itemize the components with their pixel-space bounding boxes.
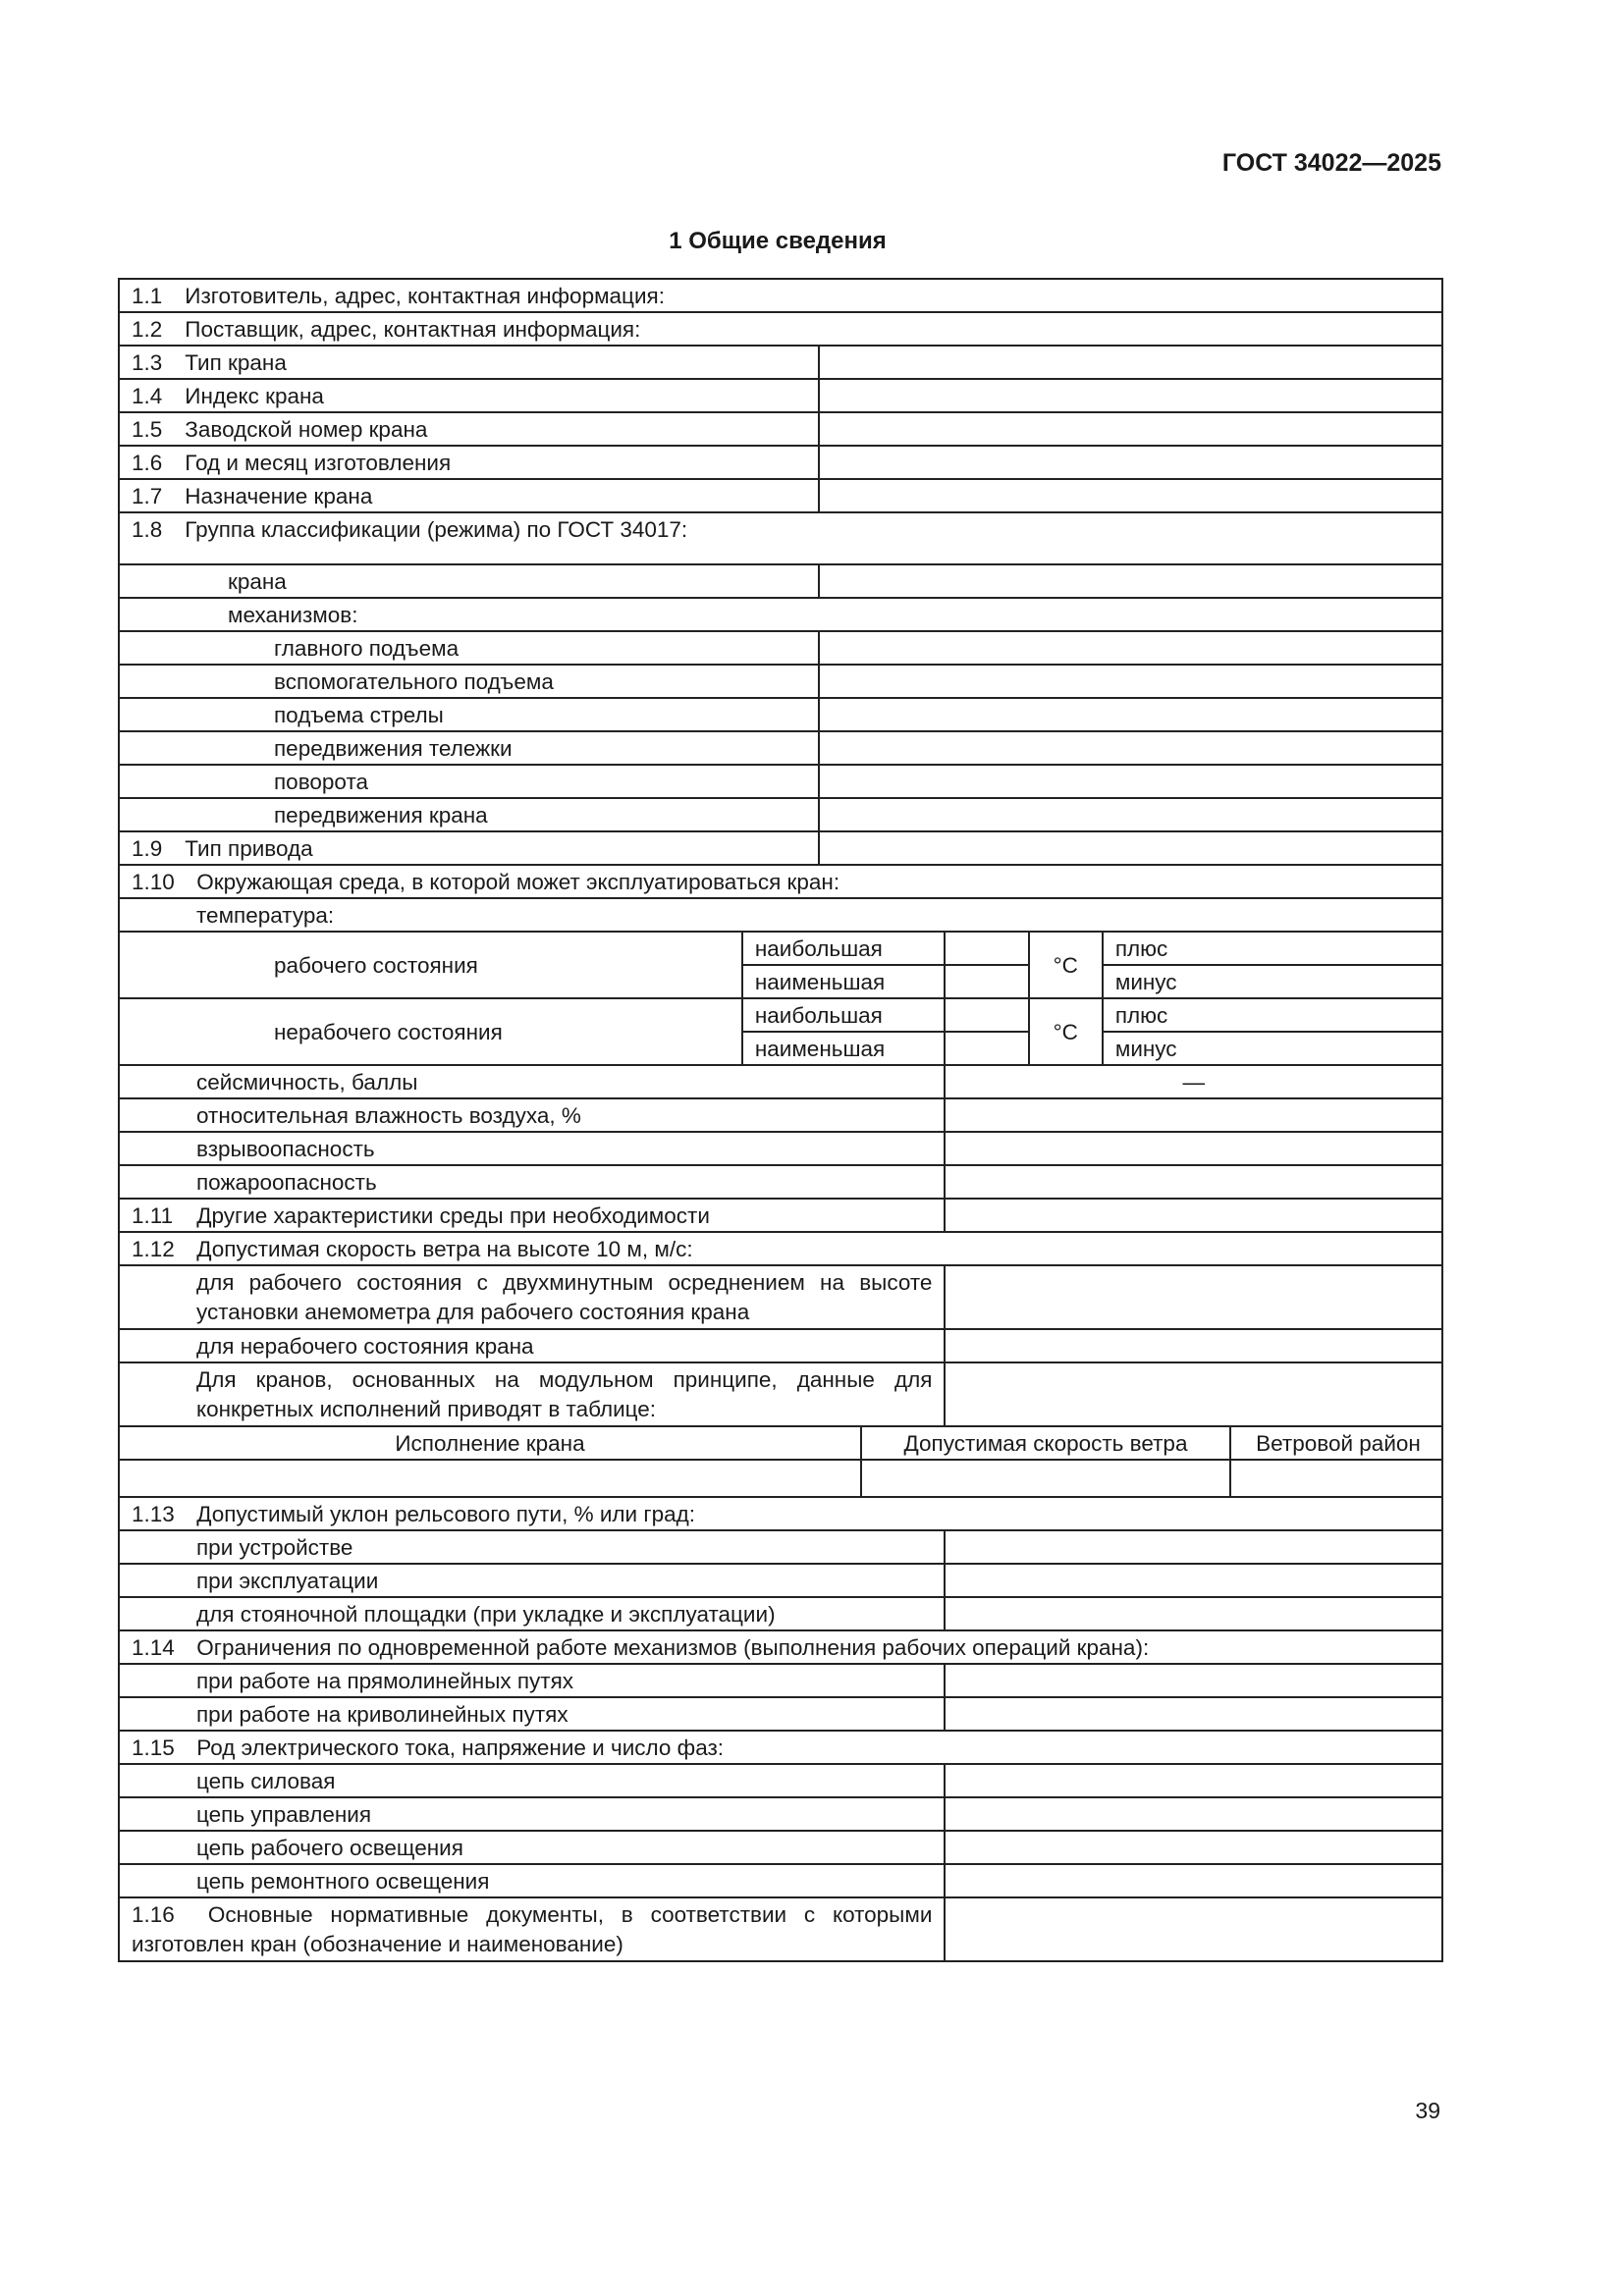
row-wind-working [119, 1265, 1442, 1329]
row-1-12 [119, 1232, 1442, 1265]
row-label: Год и месяц изготовления [185, 451, 452, 475]
row-label: Назначение крана [185, 484, 373, 508]
row-slewing [119, 765, 1442, 798]
row-label: Тип привода [185, 836, 313, 861]
row-label: передвижения тележки [119, 731, 819, 765]
value-cell[interactable] [819, 731, 1442, 765]
row-1-5 [119, 412, 1442, 446]
row-label: Другие характеристики среды при необходимости [196, 1203, 710, 1228]
row-label: взрывоопасность [119, 1132, 945, 1165]
row-work-light-circuit [119, 1831, 1442, 1864]
row-number: 1.4 [132, 384, 163, 408]
row-repair-light-circuit [119, 1864, 1442, 1897]
row-1-7 [119, 479, 1442, 512]
row-curved-tracks [119, 1697, 1442, 1731]
row-label: для рабочего состояния с двухминутным осреднением на высоте установки анемометра для рабочего состояния крана [119, 1265, 945, 1329]
row-number: 1.2 [132, 317, 163, 342]
row-label: цепь силовая [119, 1764, 945, 1797]
value-cell[interactable] [819, 831, 1442, 865]
row-slope-install [119, 1530, 1442, 1564]
row-number: 1.8 [132, 517, 163, 542]
sign-label: плюс [1103, 932, 1442, 965]
value-cell[interactable] [1230, 1460, 1442, 1496]
row-number: 1.5 [132, 417, 163, 442]
subtable-header-cell: Исполнение крана [120, 1427, 861, 1460]
row-working-max [119, 932, 1442, 965]
value-cell[interactable] [945, 1329, 1442, 1362]
value-cell[interactable] [819, 564, 1442, 598]
row-number: 1.10 [132, 870, 175, 894]
general-info-table [118, 278, 1443, 1962]
row-power-circuit [119, 1764, 1442, 1797]
row-label: поворота [119, 765, 819, 798]
row-temperature [119, 898, 1442, 932]
row-1-11 [119, 1199, 1442, 1232]
temp-kind: наибольшая [742, 998, 946, 1032]
temp-kind: наименьшая [742, 1032, 946, 1065]
row-label: относительная влажность воздуха, % [119, 1098, 945, 1132]
row-label: Заводской номер крана [185, 417, 428, 442]
row-label: цепь рабочего освещения [119, 1831, 945, 1864]
row-label: вспомогательного подъема [119, 665, 819, 698]
value-cell[interactable] [945, 1897, 1442, 1961]
value-cell[interactable] [945, 998, 1028, 1032]
row-number: 1.16 [132, 1902, 175, 1927]
value-cell[interactable] [945, 965, 1028, 998]
row-label: Группа классификации (режима) по ГОСТ 34017: [185, 517, 688, 542]
row-boom-hoist [119, 698, 1442, 731]
row-1-13 [119, 1497, 1442, 1530]
value-cell[interactable]: — [945, 1065, 1442, 1098]
row-1-8 [119, 512, 1442, 564]
section-title: 1 Общие сведения [669, 228, 887, 254]
document-code: ГОСТ 34022—2025 [1221, 149, 1441, 177]
row-1-16 [119, 1897, 1442, 1961]
value-cell[interactable] [819, 798, 1442, 831]
row-label: Основные нормативные документы, в соответствии с которыми изготовлен кран (обозначение и наименование) [132, 1902, 933, 1956]
value-cell[interactable] [945, 1032, 1028, 1065]
row-mechanisms [119, 598, 1442, 631]
row-number: 1.13 [132, 1502, 175, 1526]
value-cell[interactable] [819, 765, 1442, 798]
subtable-header-cell: Допустимая скорость ветра [861, 1427, 1230, 1460]
row-main-hoist [119, 631, 1442, 665]
value-cell[interactable] [945, 1764, 1442, 1797]
row-label: Окружающая среда, в которой может эксплуатироваться кран: [196, 870, 840, 894]
row-label: главного подъема [119, 631, 819, 665]
row-1-4 [119, 379, 1442, 412]
row-number: 1.14 [132, 1635, 175, 1660]
row-label: Для кранов, основанных на модульном принципе, данные для конкретных исполнений приводят в таблице: [119, 1362, 945, 1426]
row-1-9 [119, 831, 1442, 865]
row-label: цепь управления [119, 1797, 945, 1831]
row-label: для нерабочего состояния крана [119, 1329, 945, 1362]
value-cell[interactable] [120, 1460, 861, 1496]
row-1-6 [119, 446, 1442, 479]
sign-label: минус [1103, 965, 1442, 998]
row-straight-tracks [119, 1664, 1442, 1697]
temp-kind: наибольшая [742, 932, 946, 965]
subtable-header-cell: Ветровой район [1230, 1427, 1442, 1460]
row-label: Индекс крана [185, 384, 324, 408]
value-cell[interactable] [819, 665, 1442, 698]
row-number: 1.3 [132, 350, 163, 375]
value-cell[interactable] [945, 1697, 1442, 1731]
row-aux-hoist [119, 665, 1442, 698]
value-cell[interactable] [945, 1132, 1442, 1165]
modular-wind-subtable [120, 1427, 1442, 1496]
row-slope-operation [119, 1564, 1442, 1597]
row-trolley-travel [119, 731, 1442, 765]
row-label: пожароопасность [119, 1165, 945, 1199]
row-nonworking-max [119, 998, 1442, 1032]
value-cell[interactable] [945, 1165, 1442, 1199]
row-explosion [119, 1132, 1442, 1165]
row-wind-modular [119, 1362, 1442, 1426]
value-cell[interactable] [819, 446, 1442, 479]
row-number: 1.7 [132, 484, 163, 508]
row-label: Ограничения по одновременной работе механизмов (выполнения рабочих операций крана): [196, 1635, 1150, 1660]
value-cell[interactable] [945, 1530, 1442, 1564]
value-cell[interactable] [861, 1460, 1230, 1496]
row-number: 1.1 [132, 284, 163, 308]
unit-label: °С [1029, 932, 1103, 998]
value-cell[interactable] [945, 1199, 1442, 1232]
value-cell[interactable] [945, 1797, 1442, 1831]
row-label: сейсмичность, баллы [119, 1065, 945, 1098]
row-label: при работе на криволинейных путях [119, 1697, 945, 1731]
sign-label: плюс [1103, 998, 1442, 1032]
row-number: 1.9 [132, 836, 163, 861]
row-number: 1.6 [132, 451, 163, 475]
value-cell[interactable] [945, 1664, 1442, 1697]
page-number: 39 [1415, 2098, 1440, 2123]
row-number: 1.15 [132, 1735, 175, 1760]
row-seismic [119, 1065, 1442, 1098]
row-humidity [119, 1098, 1442, 1132]
row-label: цепь ремонтного освещения [119, 1864, 945, 1897]
value-cell[interactable] [945, 1831, 1442, 1864]
row-label: рабочего состояния [119, 932, 742, 998]
row-crane-class [119, 564, 1442, 598]
row-control-circuit [119, 1797, 1442, 1831]
row-label: Изготовитель, адрес, контактная информация: [185, 284, 665, 308]
value-cell[interactable] [945, 932, 1028, 965]
value-cell[interactable] [945, 1362, 1442, 1426]
row-1-2 [119, 312, 1442, 346]
row-label: при работе на прямолинейных путях [119, 1664, 945, 1697]
temp-kind: наименьшая [742, 965, 946, 998]
row-number: 1.12 [132, 1237, 175, 1261]
row-1-14 [119, 1630, 1442, 1664]
row-label: Допустимый уклон рельсового пути, % или град: [196, 1502, 695, 1526]
row-label: температура: [119, 898, 1442, 932]
row-label: при устройстве [119, 1530, 945, 1564]
row-label: при эксплуатации [119, 1564, 945, 1597]
row-label: механизмов: [119, 598, 1442, 631]
row-1-3 [119, 346, 1442, 379]
value-cell[interactable] [945, 1098, 1442, 1132]
value-cell[interactable] [945, 1597, 1442, 1630]
row-label: Тип крана [185, 350, 287, 375]
subtable-header [120, 1427, 1442, 1460]
row-1-15 [119, 1731, 1442, 1764]
row-label: Поставщик, адрес, контактная информация: [185, 317, 641, 342]
row-label: крана [119, 564, 819, 598]
unit-label: °С [1029, 998, 1103, 1065]
row-label: Род электрического тока, напряжение и число фаз: [196, 1735, 725, 1760]
value-cell[interactable] [819, 479, 1442, 512]
value-cell[interactable] [819, 631, 1442, 665]
value-cell[interactable] [819, 412, 1442, 446]
row-label: подъема стрелы [119, 698, 819, 731]
sign-label: минус [1103, 1032, 1442, 1065]
value-cell[interactable] [819, 346, 1442, 379]
value-cell[interactable] [819, 379, 1442, 412]
row-label: передвижения крана [119, 798, 819, 831]
row-fire [119, 1165, 1442, 1199]
row-wind-nonworking [119, 1329, 1442, 1362]
row-label: для стояночной площадки (при укладке и эксплуатации) [119, 1597, 945, 1630]
subtable-row [120, 1460, 1442, 1496]
value-cell[interactable] [819, 698, 1442, 731]
row-label: Допустимая скорость ветра на высоте 10 м, м/с: [196, 1237, 693, 1261]
row-crane-travel [119, 798, 1442, 831]
value-cell[interactable] [945, 1564, 1442, 1597]
value-cell[interactable] [945, 1265, 1442, 1329]
row-number: 1.11 [132, 1203, 174, 1228]
row-subtable [119, 1426, 1442, 1497]
row-slope-parking [119, 1597, 1442, 1630]
row-1-10 [119, 865, 1442, 898]
value-cell[interactable] [945, 1864, 1442, 1897]
row-1-1 [119, 279, 1442, 312]
row-label: нерабочего состояния [119, 998, 742, 1065]
